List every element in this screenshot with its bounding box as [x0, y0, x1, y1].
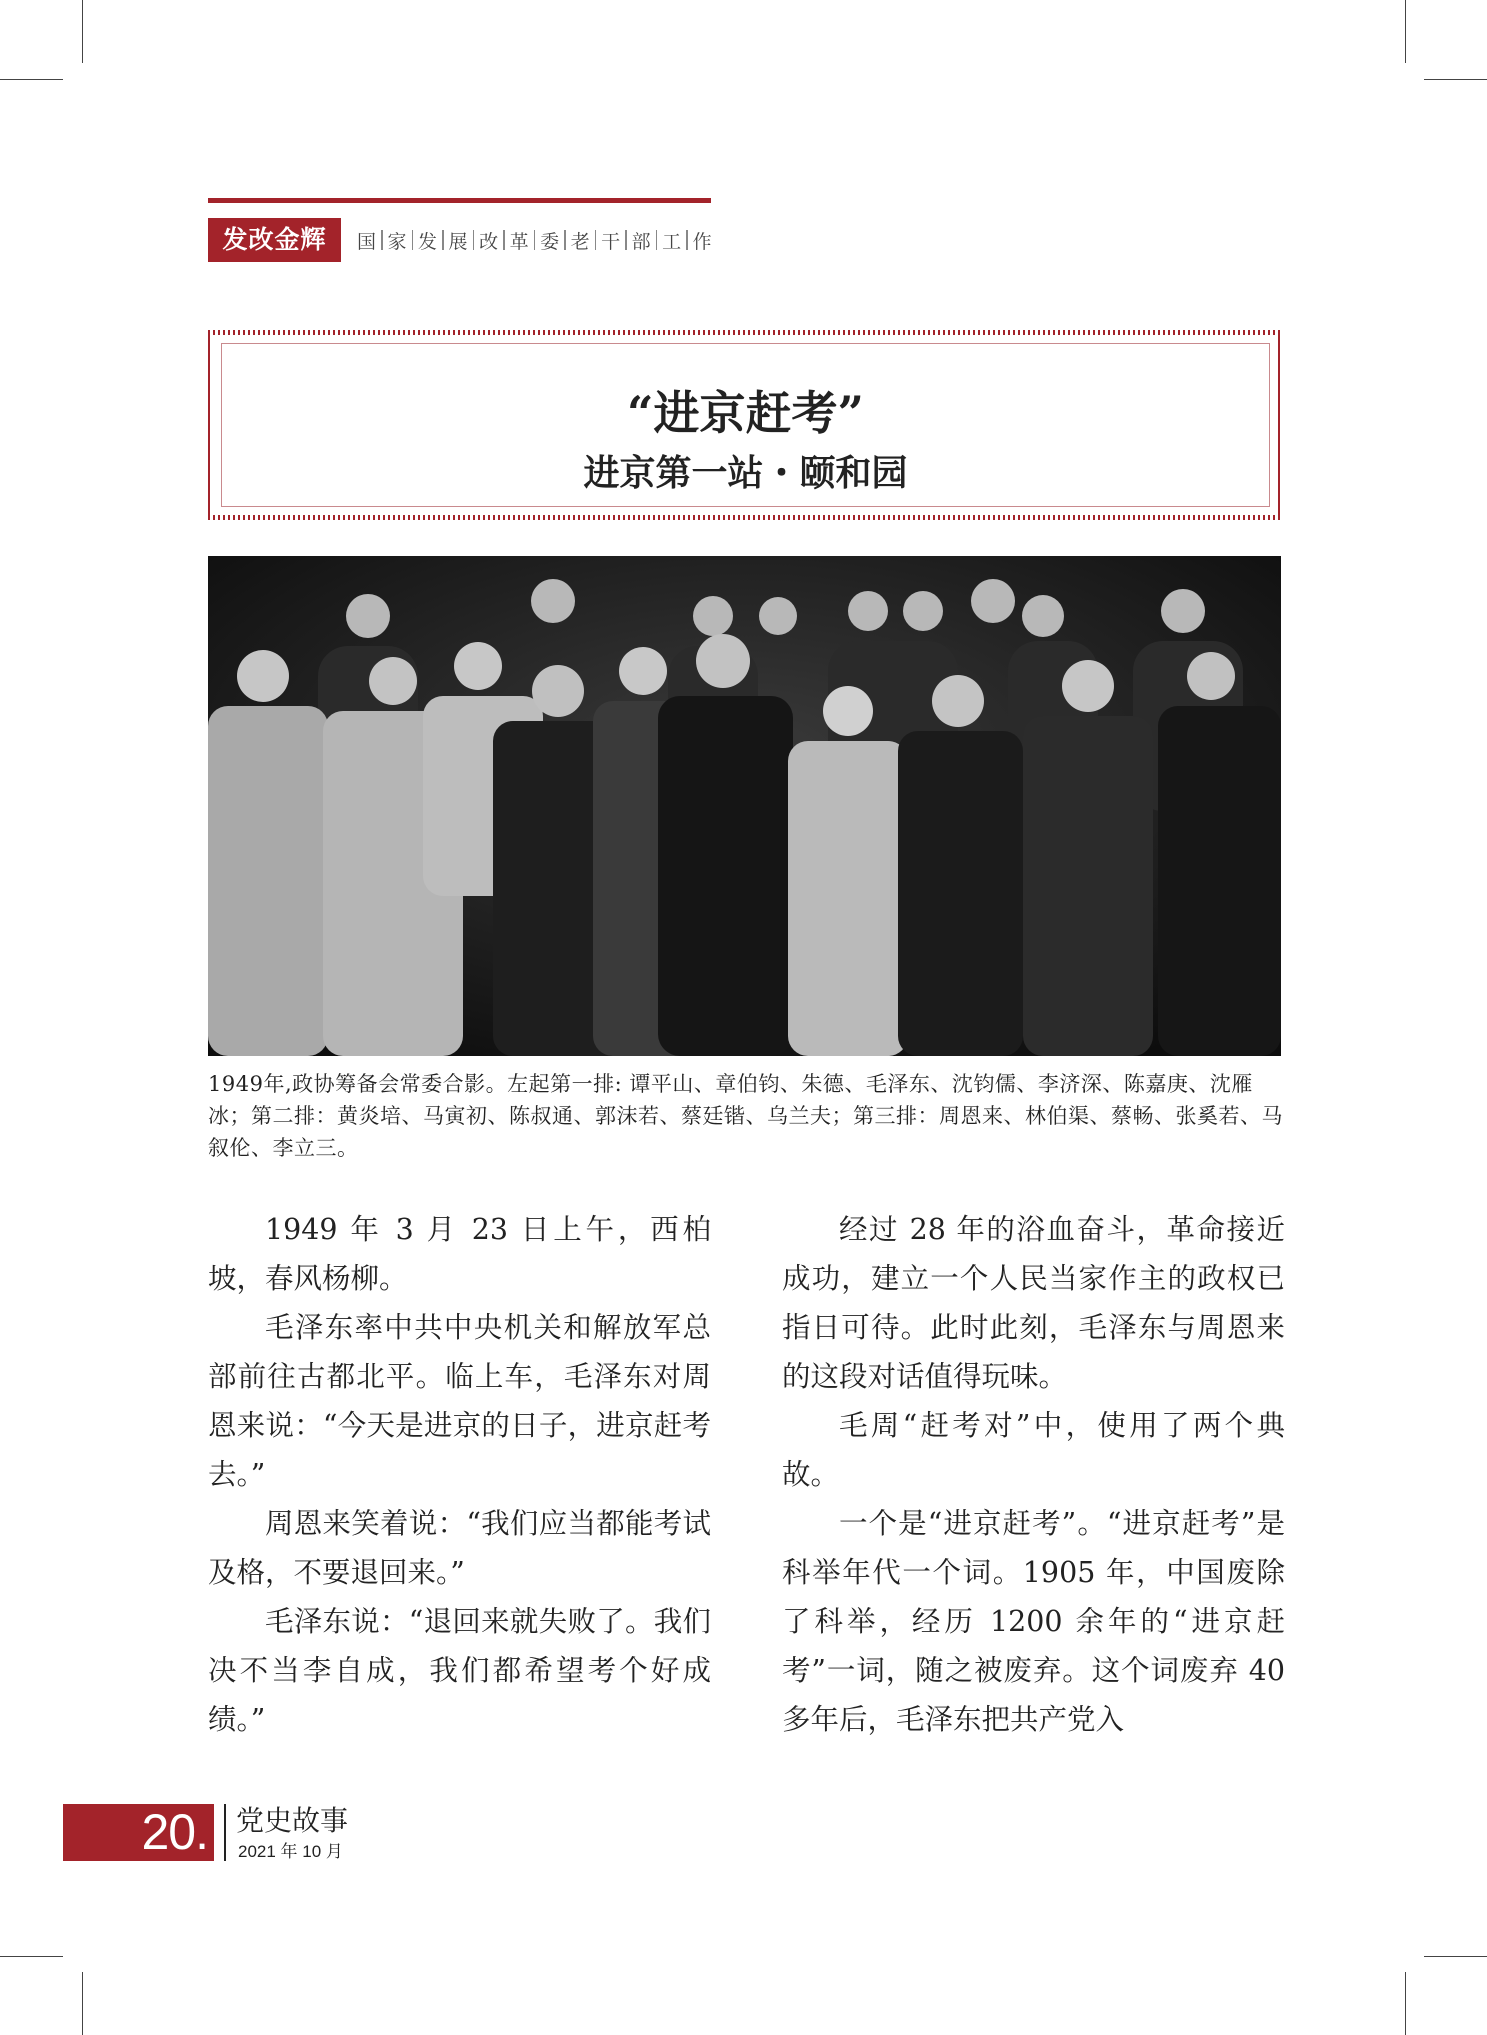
crop-mark: [0, 1956, 63, 1957]
group-photo: [208, 556, 1281, 1056]
crop-mark: [1405, 0, 1406, 63]
tagline-char: 干: [601, 230, 621, 253]
photo-caption: 1949年,政协筹备会常委合影。左起第一排: 谭平山、章伯钧、朱德、毛泽东、沈钧儒、李济深、陈嘉庚、沈雁冰；第二排：黄炎培、马寅初、陈叔通、郭沫若、蔡廷锴、乌兰夫；第三排：周恩来、林伯渠、蔡畅、张奚若、马叙伦、李立三。: [208, 1072, 1283, 1160]
crop-mark: [0, 79, 63, 80]
tagline-char: 作: [692, 230, 712, 253]
paragraph: 一个是“进京赶考”。“进京赶考”是科举年代一个词。1905 年，中国废除了科举，经历 1200 余年的“进京赶考”一词，随之被废弃。这个词废弃 40 多年后，毛泽东把共产党入: [782, 1507, 1285, 1736]
tagline-separator: [595, 230, 597, 250]
crop-mark: [82, 1972, 83, 2035]
body-column-right: [782, 1205, 1285, 1744]
paragraph: 经过 28 年的浴血奋斗，革命接近成功，建立一个人民当家作主的政权已指日可待。此时此刻，毛泽东与周恩来的这段对话值得玩味。: [782, 1213, 1285, 1393]
paragraph: 毛泽东率中共中央机关和解放军总部前往古都北平。临上车，毛泽东对周恩来说：“今天是进京的日子，进京赶考去。”: [208, 1311, 711, 1491]
tagline-separator: [534, 230, 536, 250]
column-brand: 发改金辉: [208, 218, 341, 262]
issue-date: 2021 年 10 月: [238, 1842, 343, 1861]
tagline-char: 委: [540, 230, 560, 253]
tagline-char: 改: [479, 230, 499, 253]
tagline-separator: [503, 230, 505, 250]
tagline-separator: [473, 230, 475, 250]
page-number: 20.: [63, 1804, 214, 1861]
paragraph: 毛泽东说：“退回来就失败了。我们决不当李自成，我们都希望考个好成绩。”: [208, 1605, 711, 1736]
article-title: “进京赶考”: [627, 386, 864, 440]
tagline-separator: [442, 230, 444, 250]
tagline-separator: [625, 230, 627, 250]
magazine-name: 党史故事: [236, 1804, 349, 1837]
crop-mark: [1424, 1956, 1487, 1957]
tagline-char: 革: [509, 230, 529, 253]
paragraph: 1949 年 3 月 23 日上午，西柏坡，春风杨柳。: [208, 1213, 711, 1295]
crop-mark: [1424, 79, 1487, 80]
tagline-separator: [686, 230, 688, 250]
tagline-char: 老: [570, 230, 590, 253]
tagline-char: 展: [448, 230, 468, 253]
paragraph: 周恩来笑着说：“我们应当都能考试及格，不要退回来。”: [208, 1507, 711, 1589]
header-rule: [208, 198, 711, 203]
group-photo-illustration: [208, 556, 1281, 1056]
tagline-separator: [656, 230, 658, 250]
article-subtitle: 进京第一站・颐和园: [583, 453, 908, 494]
body-column-left: [208, 1205, 711, 1744]
tagline-separator: [381, 230, 383, 250]
paragraph: 毛周“赶考对”中，使用了两个典故。: [782, 1409, 1285, 1491]
header-tagline: [356, 226, 713, 254]
tagline-char: 家: [387, 230, 407, 253]
crop-mark: [1405, 1972, 1406, 2035]
tagline-char: 国: [357, 230, 377, 253]
tagline-separator: [564, 230, 566, 250]
footer-divider: [224, 1804, 226, 1861]
tagline-separator: [412, 230, 414, 250]
tagline-char: 部: [631, 230, 651, 253]
tagline-char: 发: [418, 230, 438, 253]
crop-mark: [82, 0, 83, 63]
tagline-char: 工: [662, 230, 682, 253]
title-box: [208, 330, 1283, 520]
